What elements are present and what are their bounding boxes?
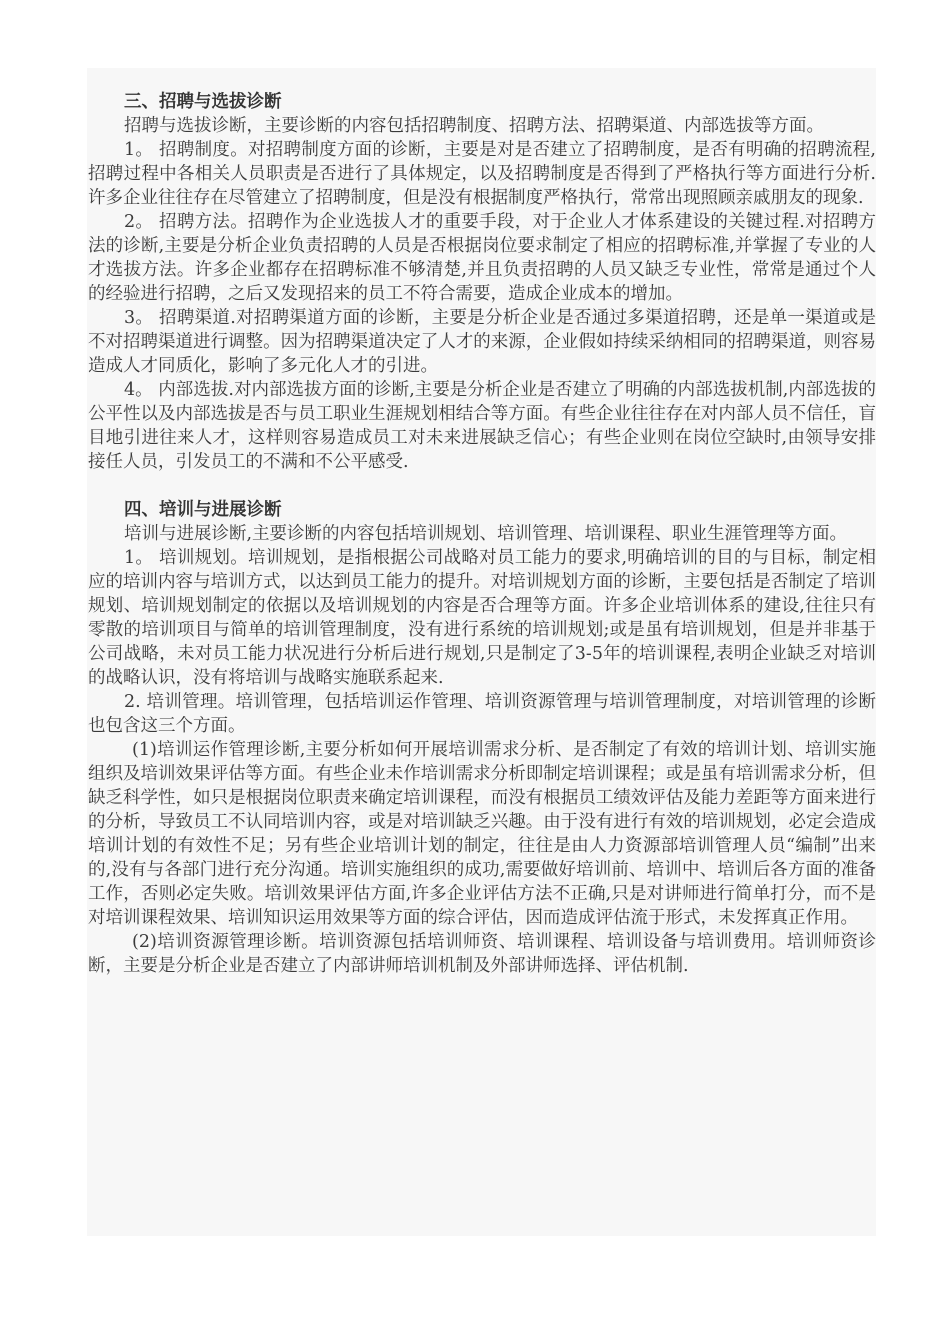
paragraph-training-operation: (1)培训运作管理诊断,主要分析如何开展培训需求分析、是否制定了有效的培训计划、培训实施组织及培训效果评估等方面。有些企业未作培训需求分析即制定培训课程；或是虽有培训需求分析，但缺乏科学性，如只是根据岗位职责来确定培训课程，而没有根据员工绩效评估及能力差距等方面来进行的分析，导致员工不认同培训内容，或是对培训缺乏兴趣。由于没有进行有效的培训规划，必定会造成培训计划的有效性不足；另有些企业培训计划的制定，往往是由人力资源部培训管理人员“编制”出来的,没有与各部门进行充分沟通。培训实施组织的成功,需要做好培训前、培训中、培训后各方面的准备工作，否则必定失败。培训效果评估方面,许多企业评估方法不正确,只是对讲师进行简单打分，而不是对培训课程效果、培训知识运用效果等方面的综合评估，因而造成评估流于形式，未发挥真正作用。 [88,740,876,928]
paragraph-internal-selection: 4。 内部选拔.对内部选拔方面的诊断,主要是分析企业是否建立了明确的内部选拔机制,内部选拔的公平性以及内部选拔是否与员工职业生涯规划相结合等方面。有些企业往往存在对内部人员不信任，盲目地引进往来人才，这样则容易造成员工对未来进展缺乏信心；有些企业则在岗位空缺时,由领导安排接任人员，引发员工的不满和不公平感受. [88,380,876,472]
paragraph-recruitment-method: 2。 招聘方法。招聘作为企业选拔人才的重要手段，对于企业人才体系建设的关键过程.对招聘方法的诊断,主要是分析企业负责招聘的人员是否根据岗位要求制定了相应的招聘标准,并掌握了专业的人才选拔方法。许多企业都存在招聘标准不够清楚,并且负责招聘的人员又缺乏专业性，常常是通过个人的经验进行招聘，之后又发现招来的员工不符合需要，造成企业成本的增加。 [88,212,876,304]
section-heading-recruitment: 三、招聘与选拔诊断 [124,92,282,112]
paragraph-training-resources: (2)培训资源管理诊断。培训资源包括培训师资、培训课程、培训设备与培训费用。培训师资诊断，主要是分析企业是否建立了内部讲师培训机制及外部讲师选择、评估机制. [88,932,876,976]
paragraph-training-planning: 1。 培训规划。培训规划，是指根据公司战略对员工能力的要求,明确培训的目的与目标，制定相应的培训内容与培训方式，以达到员工能力的提升。对培训规划方面的诊断，主要包括是否制定了培训规划、培训规划制定的依据以及培训规划的内容是否合理等方面。许多企业培训体系的建设,往往只有零散的培训项目与简单的培训管理制度，没有进行系统的培训规划;或是虽有培训规划，但是并非基于公司战略，未对员工能力状况进行分析后进行规划,只是制定了3-5年的培训课程,表明企业缺乏对培训的战略认识，没有将培训与战略实施联系起来. [88,548,876,688]
section-gap [88,474,876,498]
paragraph-training-intro: 培训与进展诊断,主要诊断的内容包括培训规划、培训管理、培训课程、职业生涯管理等方面。 [124,524,848,544]
paragraph-recruitment-system: 1。 招聘制度。对招聘制度方面的诊断，主要是对是否建立了招聘制度，是否有明确的招聘流程,招聘过程中各相关人员职责是否进行了具体规定，以及招聘制度是否得到了严格执行等方面进行分析.许多企业往往存在尽管建立了招聘制度，但是没有根据制度严格执行，常常出现照顾亲戚朋友的现象. [88,140,876,208]
paragraph-training-management: 2. 培训管理。培训管理，包括培训运作管理、培训资源管理与培训管理制度，对培训管理的诊断也包含这三个方面。 [88,692,876,736]
document-body [88,90,876,978]
paragraph-recruitment-channel: 3。 招聘渠道.对招聘渠道方面的诊断，主要是分析企业是否通过多渠道招聘，还是单一渠道或是不对招聘渠道进行调整。因为招聘渠道决定了人才的来源，企业假如持续采纳相同的招聘渠道，则容易造成人才同质化，影响了多元化人才的引进。 [88,308,876,376]
section-heading-training: 四、培训与进展诊断 [124,500,282,520]
paragraph-recruitment-intro: 招聘与选拔诊断，主要诊断的内容包括招聘制度、招聘方法、招聘渠道、内部选拔等方面。 [124,116,824,136]
